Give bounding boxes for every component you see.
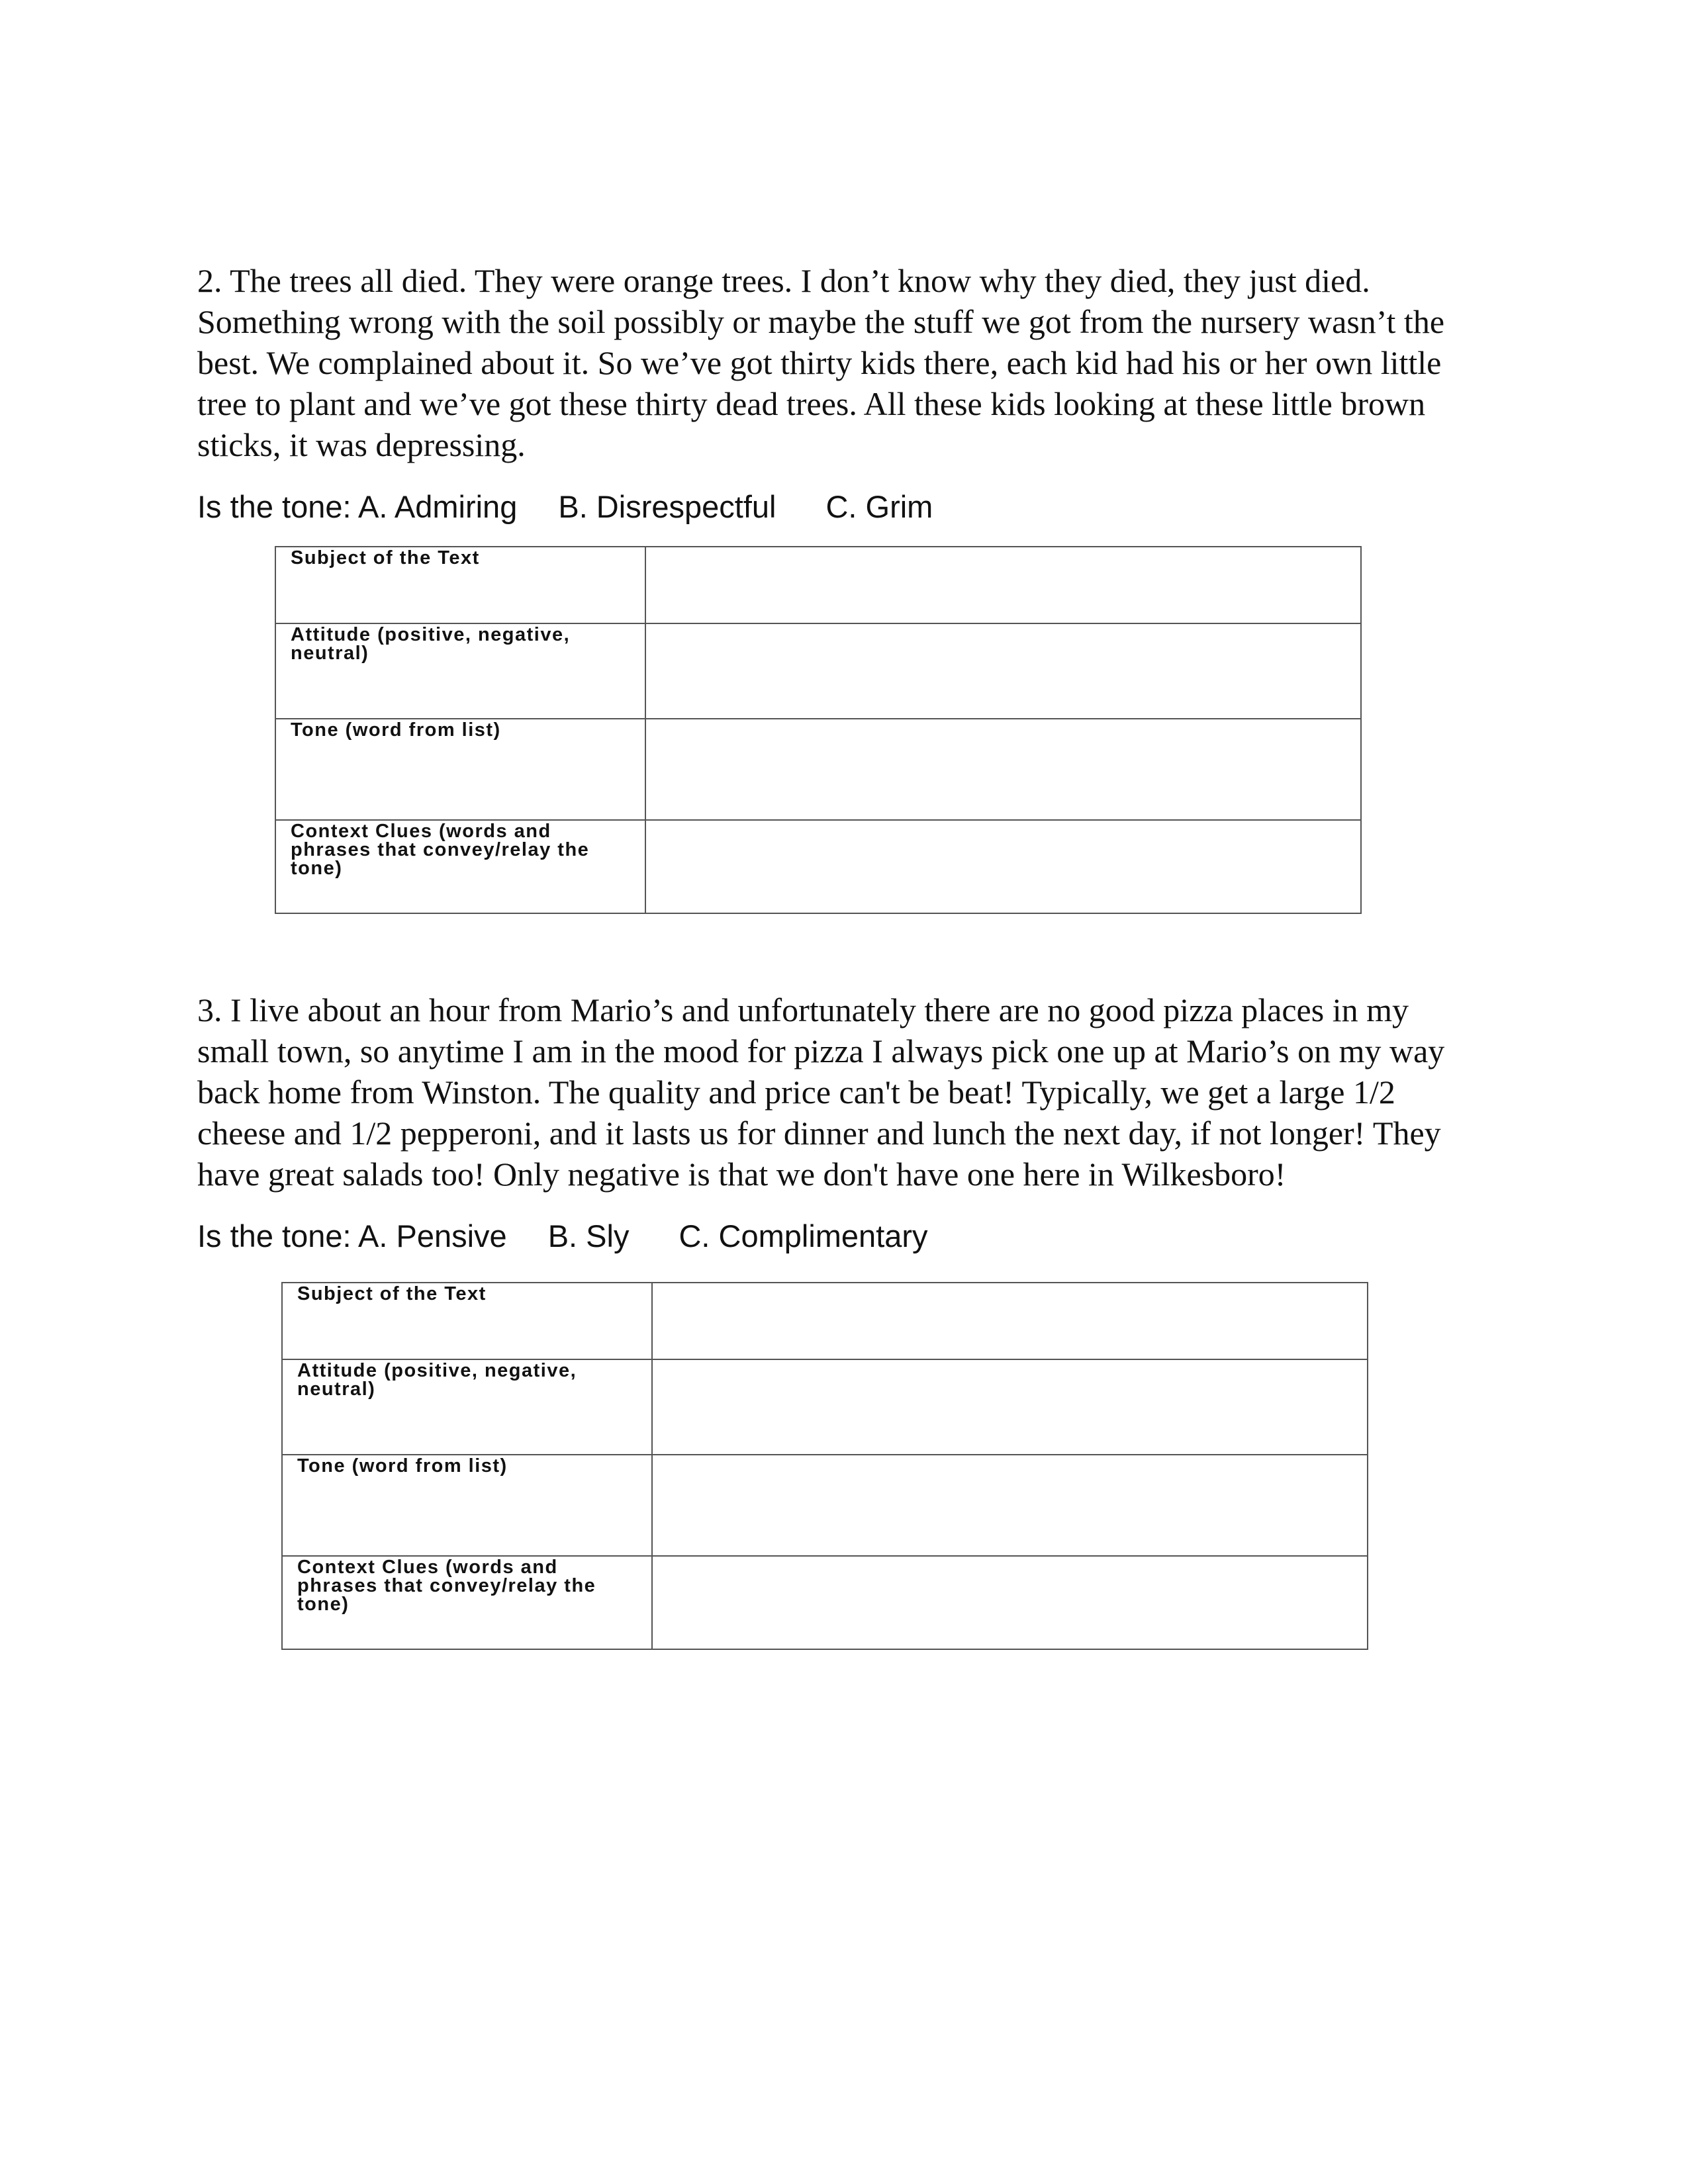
- answer-cell-attitude[interactable]: [645, 623, 1361, 719]
- tone-option-b: B. Sly: [547, 1218, 630, 1253]
- tone-option-c: C. Complimentary: [679, 1218, 928, 1253]
- question-2-tone-choices: [197, 488, 933, 525]
- answer-cell-context-clues[interactable]: [652, 1556, 1368, 1649]
- answer-cell-subject[interactable]: [652, 1283, 1368, 1359]
- table-row: [282, 1455, 1368, 1556]
- table-row: [275, 820, 1361, 913]
- tone-prompt-option-a: Is the tone: A. Pensive: [197, 1218, 507, 1253]
- answer-cell-tone[interactable]: [645, 719, 1361, 820]
- table-row: [275, 547, 1361, 623]
- table-row: [282, 1283, 1368, 1359]
- question-3-passage: 3. I live about an hour from Mario’s and unfortunately there are no good pizza places in my small town, so anytime I am in the mood for pizza I always pick one up at Mario’s on my way back home from Winston. The quality and price can't be beat! Typically, we get a large 1/2 cheese and 1/2 pepperoni, and it lasts us for dinner and lunch the next day, if not longer! They have great salads too! Only negative is that we don't have one here in Wilkesboro!: [197, 991, 1445, 1193]
- table-row: [275, 623, 1361, 719]
- row-label-context-clues: Context Clues (words and phrases that convey/relay the tone): [282, 1556, 652, 1649]
- answer-cell-context-clues[interactable]: [645, 820, 1361, 913]
- tone-option-b: B. Disrespectful: [558, 489, 776, 524]
- table-row: [282, 1359, 1368, 1455]
- question-2-analysis-table: [275, 546, 1362, 914]
- answer-cell-tone[interactable]: [652, 1455, 1368, 1556]
- tone-option-c: C. Grim: [825, 489, 933, 524]
- table-row: [275, 719, 1361, 820]
- row-label-tone: Tone (word from list): [275, 719, 645, 820]
- row-label-subject: Subject of the Text: [282, 1283, 652, 1359]
- question-2-passage: 2. The trees all died. They were orange trees. I don’t know why they died, they just died. Something wrong with the soil possibly or maybe the stuff we got from the nursery wasn’t the best. We complained about it. So we’ve got thirty kids there, each kid had his or her own little tree to plant and we’ve got these thirty dead trees. All these kids looking at these little brown sticks, it was depressing.: [197, 262, 1445, 463]
- question-3-tone-choices: [197, 1218, 928, 1255]
- row-label-tone: Tone (word from list): [282, 1455, 652, 1556]
- answer-cell-attitude[interactable]: [652, 1359, 1368, 1455]
- tone-prompt-option-a: Is the tone: A. Admiring: [197, 489, 518, 524]
- table-row: [282, 1556, 1368, 1649]
- row-label-attitude: Attitude (positive, negative, neutral): [282, 1359, 652, 1455]
- answer-cell-subject[interactable]: [645, 547, 1361, 623]
- row-label-subject: Subject of the Text: [275, 547, 645, 623]
- row-label-context-clues: Context Clues (words and phrases that convey/relay the tone): [275, 820, 645, 913]
- question-3-analysis-table: [281, 1282, 1368, 1650]
- row-label-attitude: Attitude (positive, negative, neutral): [275, 623, 645, 719]
